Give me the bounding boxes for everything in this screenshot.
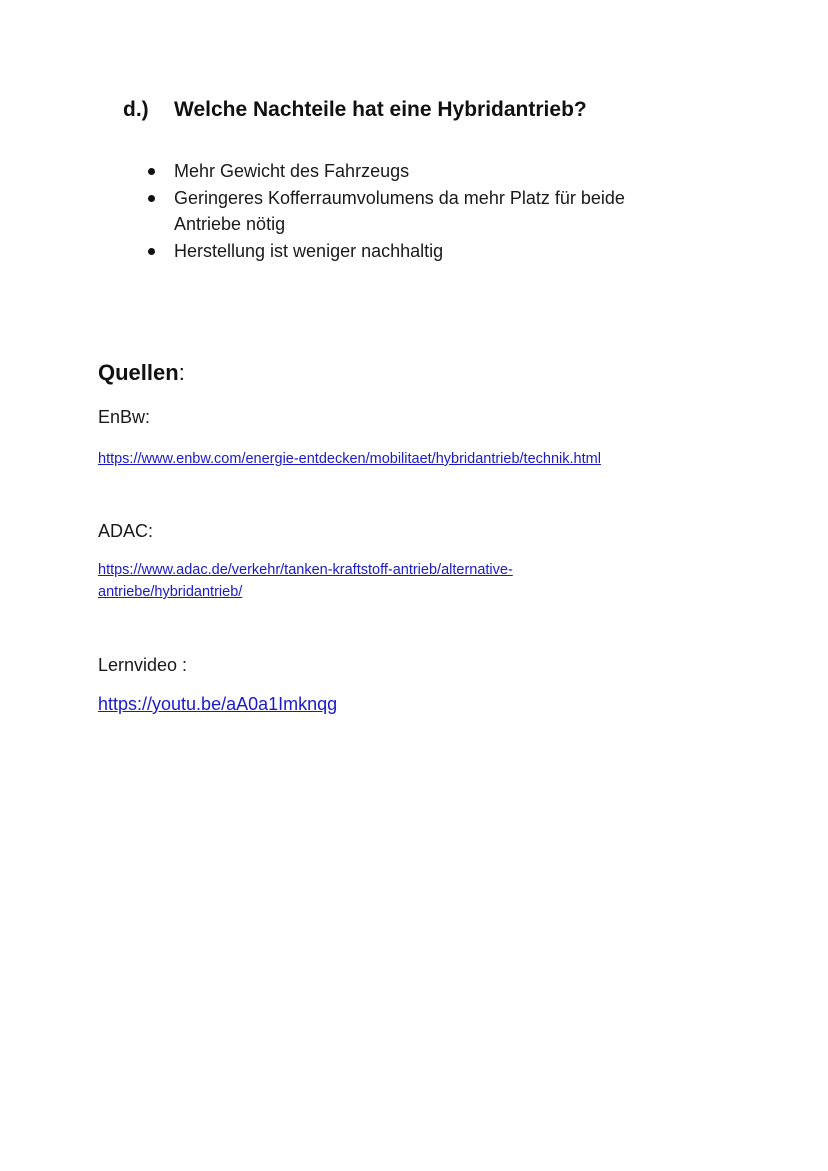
source-label-adac: ADAC:: [98, 521, 154, 541]
list-item-text-continued: Antriebe nötig: [174, 214, 286, 234]
question-label: d.): [123, 98, 149, 121]
question-text: Welche Nachteile hat eine Hybridantrieb?: [174, 98, 587, 121]
list-item-text: Herstellung ist weniger nachhaltig: [174, 240, 444, 261]
list-item-text: Geringeres Kofferraumvolumens da mehr Platz für beide: [174, 187, 625, 208]
sources-colon: :: [178, 360, 185, 385]
source-link-video[interactable]: https://youtu.be/aA0a1Imknqg: [98, 694, 338, 714]
bullet-icon: [148, 168, 155, 175]
bullet-icon: [148, 248, 155, 255]
source-link-adac-line1[interactable]: https://www.adac.de/verkehr/tanken-kraftstoff-antrieb/alternative-: [98, 562, 513, 578]
sources-title: Quellen: [98, 360, 179, 385]
source-label-enbw: EnBw:: [98, 407, 151, 427]
source-label-video: Lernvideo :: [98, 655, 188, 675]
list-item: [147, 185, 707, 238]
list-item: [147, 238, 707, 265]
list-item: [147, 158, 707, 185]
question-heading: [123, 98, 587, 122]
disadvantages-list: [147, 158, 707, 264]
list-item-text: Mehr Gewicht des Fahrzeugs: [174, 161, 410, 181]
bullet-icon: [148, 195, 155, 202]
source-link-adac-line2[interactable]: antriebe/hybridantrieb/: [98, 584, 243, 600]
source-link-enbw[interactable]: https://www.enbw.com/energie-entdecken/mobilitaet/hybridantrieb/technik.html: [98, 451, 601, 467]
sources-heading: [98, 360, 185, 386]
